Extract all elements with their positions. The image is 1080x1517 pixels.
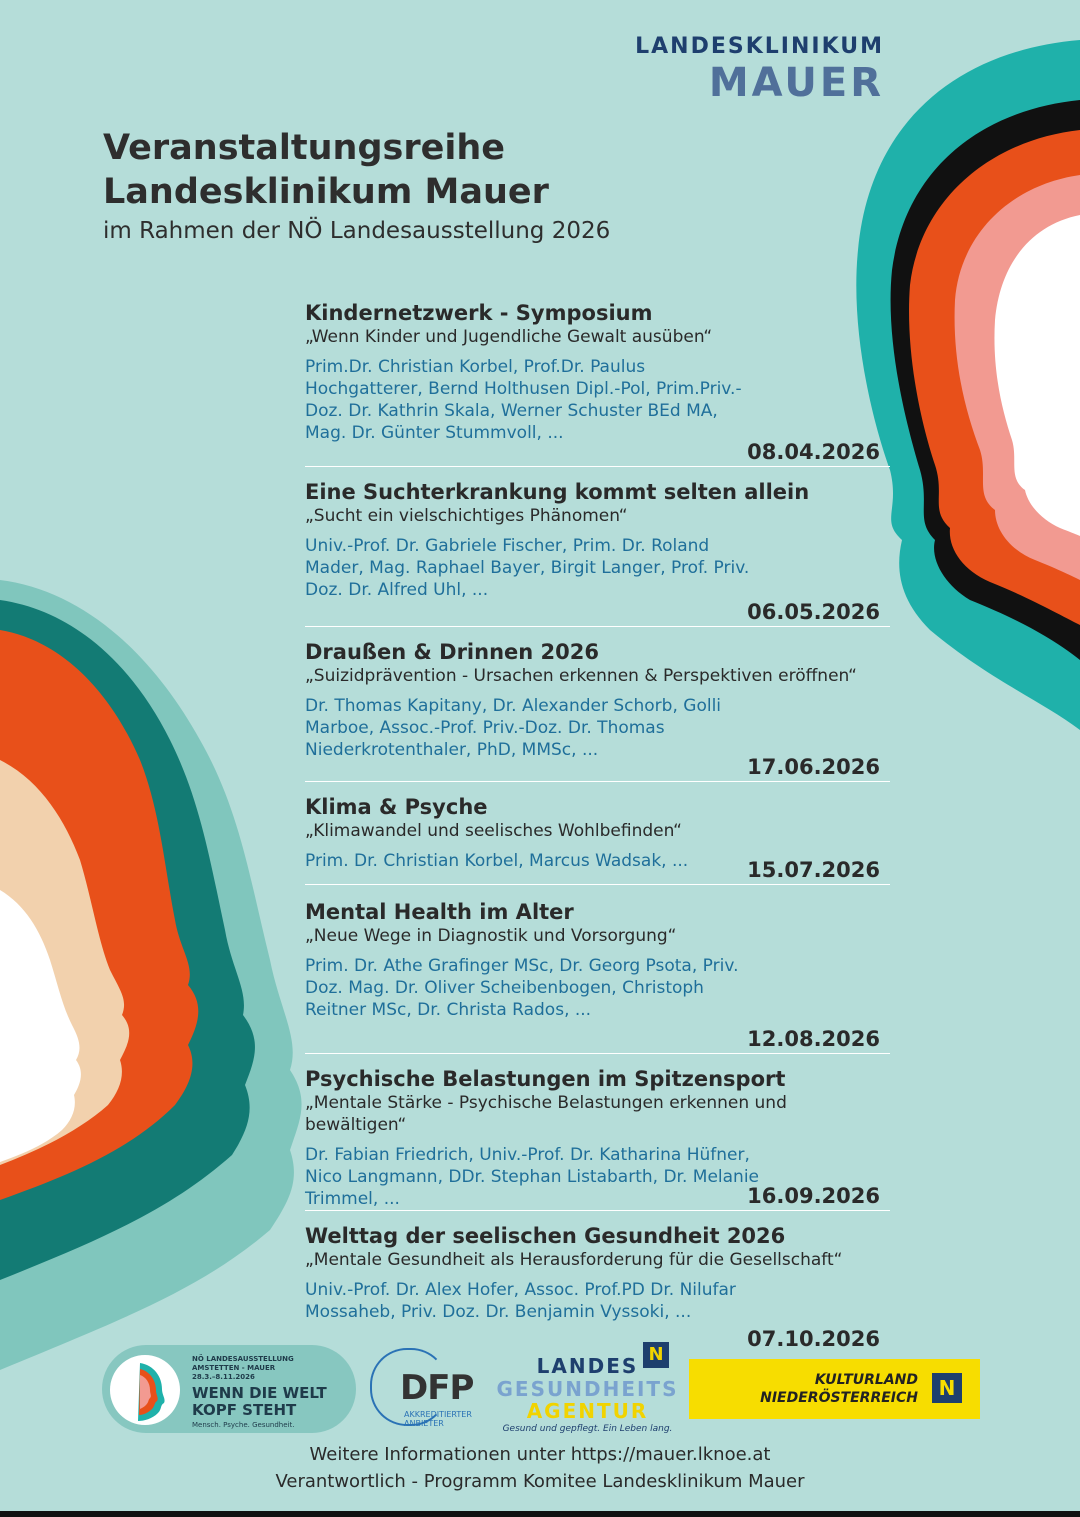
- event-speakers: Univ.-Prof. Dr. Alex Hofer, Assoc. Prof.PD Dr. Nilufar Mossaheb, Priv. Doz. Dr. Benjamin Vyssoki, ...: [305, 1280, 736, 1322]
- kulturland-logo: [689, 1359, 980, 1419]
- event-item: [305, 300, 890, 467]
- event-subtitle: „Mentale Gesundheit als Herausforderung für die Gesellschaft“: [305, 1250, 843, 1270]
- event-subtitle: „Wenn Kinder und Jugendliche Gewalt ausüben“: [305, 327, 713, 347]
- event-speakers: Dr. Fabian Friedrich, Univ.-Prof. Dr. Katharina Hüfner, Nico Langmann, DDr. Stephan Listabarth, Dr. Melanie Trimmel, ...: [305, 1145, 760, 1209]
- event-subtitle: „Neue Wege in Diagnostik und Vorsorgung“: [305, 926, 677, 946]
- event-date: 06.05.2026: [747, 600, 880, 624]
- dfp-name: DFP: [400, 1368, 474, 1408]
- kulturland-line1: KULTURLAND: [814, 1372, 918, 1388]
- event-item: [305, 794, 890, 885]
- event-list: [305, 300, 890, 1353]
- bottom-bar: [0, 1511, 1080, 1517]
- lga-tagline: Gesund und gepflegt. Ein Leben lang.: [502, 1424, 673, 1434]
- event-title: Psychische Belastungen im Spitzensport: [305, 1067, 786, 1091]
- landesausstellung-line1: NÖ LANDESAUSSTELLUNG: [192, 1355, 294, 1363]
- event-speakers: Prim.Dr. Christian Korbel, Prof.Dr. Paulus Hochgatterer, Bernd Holthusen Dipl.-Pol, Prim.Priv.-Doz. Dr. Kathrin Skala, Werner Schuster BEd MA, Mag. Dr. Günter Stummvoll, ...: [305, 357, 742, 443]
- landesausstellung-tagline: Mensch. Psyche. Gesundheit.: [192, 1421, 295, 1429]
- page-header: [103, 126, 610, 244]
- event-title: Eine Suchterkrankung kommt selten allein: [305, 480, 810, 504]
- event-subtitle: „Klimawandel und seelisches Wohlbefinden“: [305, 821, 682, 841]
- event-item: [305, 1066, 890, 1211]
- lga-line1: LANDES: [536, 1354, 639, 1378]
- event-item: [305, 479, 890, 627]
- landesausstellung-logo: [102, 1345, 356, 1433]
- lga-logo: [490, 1340, 685, 1440]
- event-speakers: Prim. Dr. Christian Korbel, Marcus Wadsak, ...: [305, 851, 689, 871]
- event-date: 12.08.2026: [747, 1027, 880, 1051]
- head-logo-icon: [110, 1355, 180, 1425]
- event-subtitle: „Suizidprävention - Ursachen erkennen & Perspektiven eröffnen“: [305, 666, 857, 686]
- dfp-line1: AKKREDITIERTER: [404, 1410, 472, 1419]
- brand-logo: [635, 34, 884, 106]
- kulturland-line2: NIEDERÖSTERREICH: [760, 1390, 918, 1406]
- landesausstellung-title1: WENN DIE WELT: [192, 1384, 327, 1402]
- event-date: 08.04.2026: [747, 440, 880, 464]
- event-date: 17.06.2026: [747, 755, 880, 779]
- event-title: Mental Health im Alter: [305, 900, 574, 924]
- dfp-line2: ANBIETER: [404, 1419, 444, 1428]
- page-subtitle: im Rahmen der NÖ Landesausstellung 2026: [103, 218, 611, 244]
- event-item: [305, 1223, 890, 1353]
- event-speakers: Univ.-Prof. Dr. Gabriele Fischer, Prim. Dr. Roland Mader, Mag. Raphael Bayer, Birgit Langer, Prof. Priv. Doz. Dr. Alfred Uhl, ...: [305, 536, 750, 600]
- event-speakers: Prim. Dr. Athe Grafinger MSc, Dr. Georg Psota, Priv. Doz. Mag. Dr. Oliver Scheibenbogen, Christoph Reitner MSc, Dr. Christa Rados, ...: [305, 956, 739, 1020]
- brand-line2: MAUER: [708, 60, 884, 106]
- event-date: 16.09.2026: [747, 1184, 880, 1208]
- landesausstellung-dates: 28.3.–8.11.2026: [192, 1373, 255, 1381]
- sponsor-logos: [0, 1340, 1080, 1440]
- event-speakers: Dr. Thomas Kapitany, Dr. Alexander Schorb, Golli Marboe, Assoc.-Prof. Priv.-Doz. Dr. Thomas Niederkrotenthaler, PhD, MMSc, ...: [305, 696, 722, 760]
- noe-mark-icon: N: [932, 1373, 962, 1403]
- lga-line2: GESUNDHEITS: [496, 1377, 679, 1401]
- event-date: 07.10.2026: [747, 1327, 880, 1351]
- event-title: Klima & Psyche: [305, 795, 488, 819]
- event-title: Welttag der seelischen Gesundheit 2026: [305, 1224, 786, 1248]
- footer-info: Weitere Informationen unter https://mauer.lknoe.at: [309, 1444, 771, 1465]
- lga-line3: AGENTUR: [526, 1399, 649, 1423]
- event-subtitle: „Mentale Stärke - Psychische Belastungen erkennen und bewältigen“: [305, 1093, 787, 1135]
- dfp-logo: [370, 1348, 490, 1428]
- landesausstellung-title2: KOPF STEHT: [192, 1401, 297, 1419]
- page-title-line1: Veranstaltungsreihe: [103, 128, 505, 168]
- event-item: [305, 639, 890, 782]
- event-title: Draußen & Drinnen 2026: [305, 640, 599, 664]
- landesausstellung-line2: AMSTETTEN - MAUER: [192, 1364, 276, 1372]
- event-subtitle: „Sucht ein vielschichtiges Phänomen“: [305, 506, 628, 526]
- noe-mark-icon: N: [643, 1342, 669, 1368]
- brand-line1: LANDESKLINIKUM: [635, 34, 884, 59]
- event-date: 15.07.2026: [747, 858, 880, 882]
- event-title: Kindernetzwerk - Symposium: [305, 301, 653, 325]
- event-item: [305, 899, 890, 1054]
- footer-responsible: Verantwortlich - Programm Komitee Landesklinikum Mauer: [275, 1471, 805, 1492]
- page-title-line2: Landesklinikum Mauer: [103, 172, 549, 212]
